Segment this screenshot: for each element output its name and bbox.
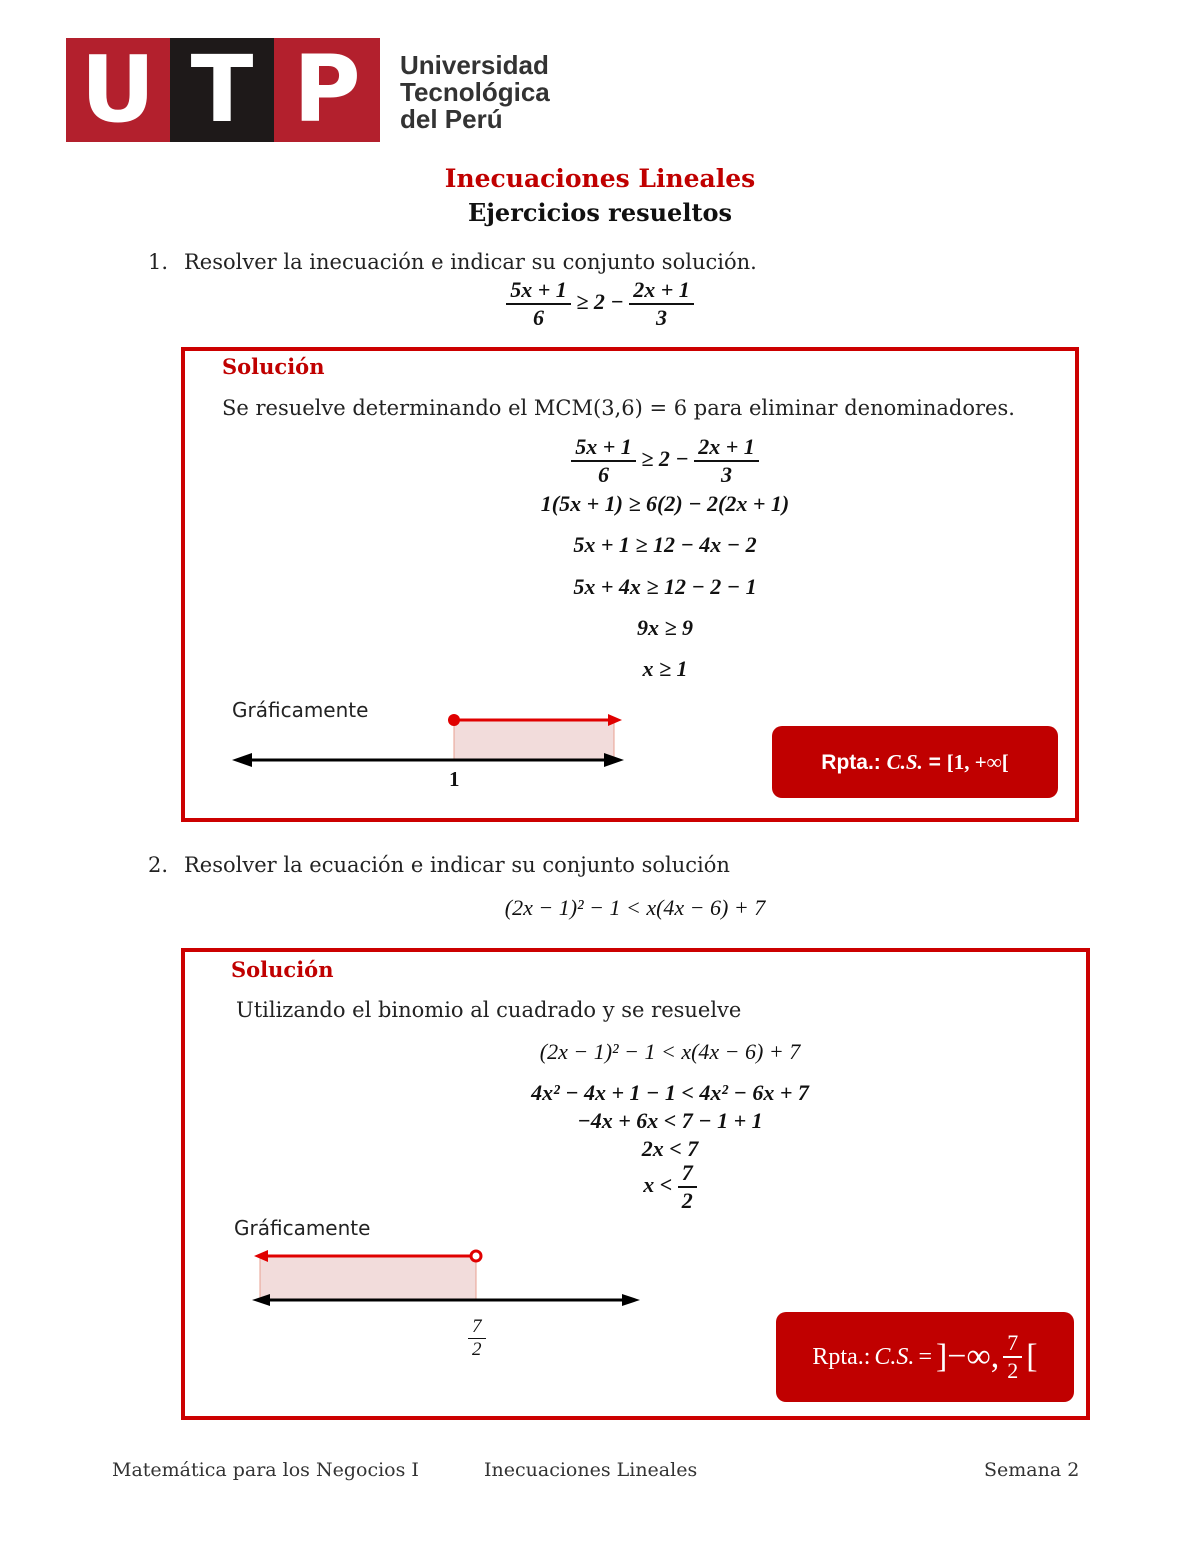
page-title: Inecuaciones Lineales bbox=[444, 164, 756, 193]
graph-2-point-label bbox=[468, 1316, 486, 1361]
s1-operator: ≥ 2 − bbox=[641, 446, 689, 472]
logo-letter-p: P bbox=[274, 38, 380, 142]
problem-2-statement: Resolver la ecuación e indicar su conjunto solución bbox=[184, 853, 730, 877]
answer-2-numerator: 7 bbox=[1003, 1330, 1022, 1358]
p1-rhs-numerator: 2x + 1 bbox=[629, 277, 694, 305]
solution-1-step: 5x + 1 ≥ 12 − 4x − 2 bbox=[573, 532, 757, 557]
answer-1-equals: = bbox=[928, 750, 941, 774]
closed-point-1 bbox=[448, 714, 460, 726]
solution-2-step: (2x − 1)² − 1 < x(4x − 6) + 7 bbox=[539, 1039, 801, 1064]
solution-2-label: Solución bbox=[231, 957, 334, 982]
solution-1-step: 9x ≥ 9 bbox=[636, 615, 694, 640]
solution-2-graph-label: Gráficamente bbox=[234, 1216, 371, 1240]
solution-2-intro: Utilizando el binomio al cuadrado y se resuelve bbox=[236, 998, 742, 1022]
answer-2-close: [ bbox=[1026, 1338, 1038, 1375]
solution-1-step: 5x + 4x ≥ 12 − 2 − 1 bbox=[573, 574, 757, 599]
answer-2-prefix: Rpta.: bbox=[812, 1343, 871, 1370]
solution-1-label: Solución bbox=[222, 354, 325, 379]
axis-right-arrow bbox=[622, 1294, 640, 1306]
logo-letter-t: T bbox=[170, 38, 274, 142]
logo-line-1: Universidad bbox=[400, 50, 549, 80]
problem-1-statement: Resolver la inecuación e indicar su conjunto solución. bbox=[184, 250, 757, 274]
p1-rhs-denominator: 3 bbox=[655, 305, 667, 330]
solution-1-intro: Se resuelve determinando el MCM(3,6) = 6 para eliminar denominadores. bbox=[222, 396, 1015, 420]
problem-2-number: 2. bbox=[148, 853, 169, 877]
answer-2-denominator: 2 bbox=[1007, 1358, 1019, 1383]
problem-2-inequality: (2x − 1)² − 1 < x(4x − 6) + 7 bbox=[504, 895, 766, 920]
answer-1-prefix: Rpta.: bbox=[821, 750, 881, 774]
answer-box-1 bbox=[772, 726, 1058, 798]
s1-lhs-denominator: 6 bbox=[598, 462, 610, 487]
footer-topic: Inecuaciones Lineales bbox=[484, 1459, 698, 1481]
footer-week: Semana 2 bbox=[984, 1459, 1080, 1481]
answer-2-cs: C.S. bbox=[874, 1343, 915, 1370]
solution-1-graph-label: Gráficamente bbox=[232, 698, 369, 722]
answer-1-cs: C.S. bbox=[886, 749, 923, 774]
logo-name bbox=[400, 52, 550, 133]
answer-1-interval: [1, +∞[ bbox=[946, 749, 1009, 774]
answer-2-equals: = bbox=[918, 1343, 932, 1370]
logo-letter-u: U bbox=[66, 38, 170, 142]
solution-2-last-step bbox=[0, 1160, 1200, 1214]
number-line-2 bbox=[240, 1244, 650, 1314]
s2-last-denominator: 2 bbox=[681, 1188, 693, 1213]
logo-line-3: del Perú bbox=[400, 104, 503, 134]
graph-2-point-numerator: 7 bbox=[468, 1316, 486, 1339]
utp-logo bbox=[66, 36, 550, 143]
s2-last-lhs: x < bbox=[643, 1172, 673, 1198]
open-point-2 bbox=[471, 1251, 481, 1261]
solution-2-step: 2x < 7 bbox=[641, 1136, 699, 1161]
p1-operator: ≥ 2 − bbox=[576, 289, 624, 315]
number-line-1 bbox=[220, 706, 640, 776]
graph-1-point-label: 1 bbox=[449, 767, 460, 791]
solution-2-step: 4x² − 4x + 1 − 1 < 4x² − 6x + 7 bbox=[531, 1080, 809, 1105]
answer-box-2 bbox=[776, 1312, 1074, 1402]
solution-1-first-line bbox=[0, 434, 1200, 488]
solution-region-2 bbox=[260, 1256, 476, 1300]
answer-2-open: ]−∞, bbox=[935, 1338, 1000, 1375]
problem-1-number: 1. bbox=[148, 250, 169, 274]
axis-left-arrow bbox=[232, 753, 252, 767]
solution-1-step: 1(5x + 1) ≥ 6(2) − 2(2x + 1) bbox=[540, 491, 790, 516]
p1-lhs-denominator: 6 bbox=[533, 305, 545, 330]
s1-rhs-denominator: 3 bbox=[720, 462, 732, 487]
solution-ray-arrowhead bbox=[608, 714, 622, 726]
logo-line-2: Tecnológica bbox=[400, 77, 550, 107]
s1-lhs-numerator: 5x + 1 bbox=[571, 434, 636, 462]
solution-region-1 bbox=[454, 720, 614, 760]
solution-1-step: x ≥ 1 bbox=[642, 656, 688, 681]
s2-last-numerator: 7 bbox=[678, 1160, 697, 1188]
s1-rhs-numerator: 2x + 1 bbox=[694, 434, 759, 462]
solution-2-step: −4x + 6x < 7 − 1 + 1 bbox=[577, 1108, 763, 1133]
problem-1-inequality bbox=[0, 277, 1200, 331]
footer-course: Matemática para los Negocios I bbox=[112, 1459, 419, 1481]
page-subtitle: Ejercicios resueltos bbox=[467, 198, 733, 227]
p1-lhs-numerator: 5x + 1 bbox=[506, 277, 571, 305]
graph-2-point-denominator: 2 bbox=[472, 1339, 482, 1360]
